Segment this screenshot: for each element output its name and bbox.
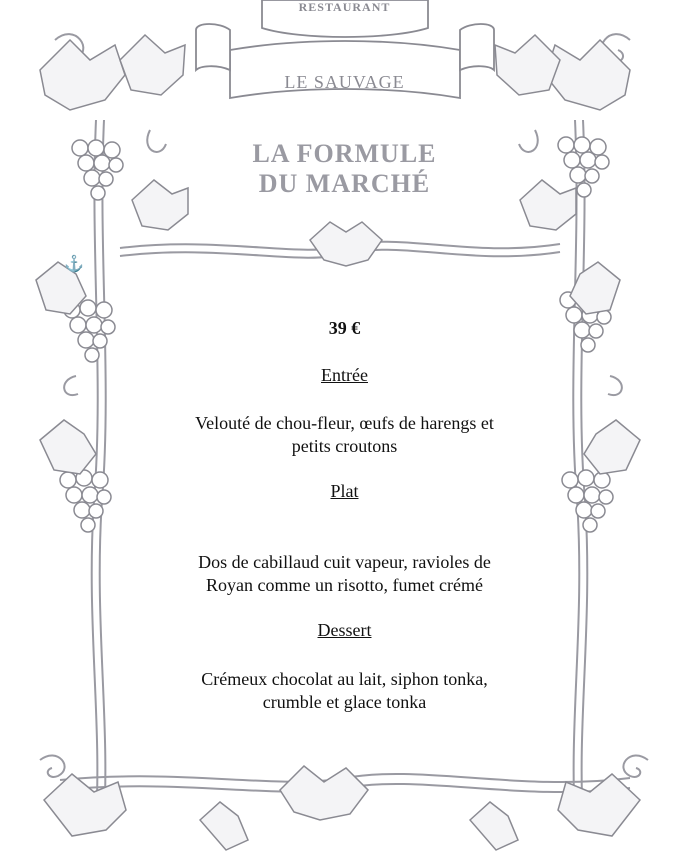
menu-price: 39 € xyxy=(328,318,361,338)
menu-title-line1: LA FORMULE xyxy=(252,139,437,168)
anchor-icon: ⚓ xyxy=(64,256,84,273)
entree-heading: Entrée xyxy=(321,365,368,385)
menu-title-line2: DU MARCHÉ xyxy=(258,169,431,198)
dessert-line-2: crumble et glace tonka xyxy=(262,692,427,712)
plat-heading: Plat xyxy=(330,481,359,501)
entree-line-2: petits croutons xyxy=(291,436,398,456)
dessert-line-1: Crémeux chocolat au lait, siphon tonka, xyxy=(201,669,488,689)
banner-restaurant: RESTAURANT xyxy=(298,0,391,14)
plat-line-2: Royan comme un risotto, fumet crémé xyxy=(206,575,483,595)
entree-line-1: Velouté de chou-fleur, œufs de harengs et xyxy=(195,413,494,433)
plat-line-1: Dos de cabillaud cuit vapeur, ravioles de xyxy=(198,552,491,572)
dessert-heading: Dessert xyxy=(317,620,372,640)
banner-restaurant-name: LE SAUVAGE xyxy=(284,72,405,92)
